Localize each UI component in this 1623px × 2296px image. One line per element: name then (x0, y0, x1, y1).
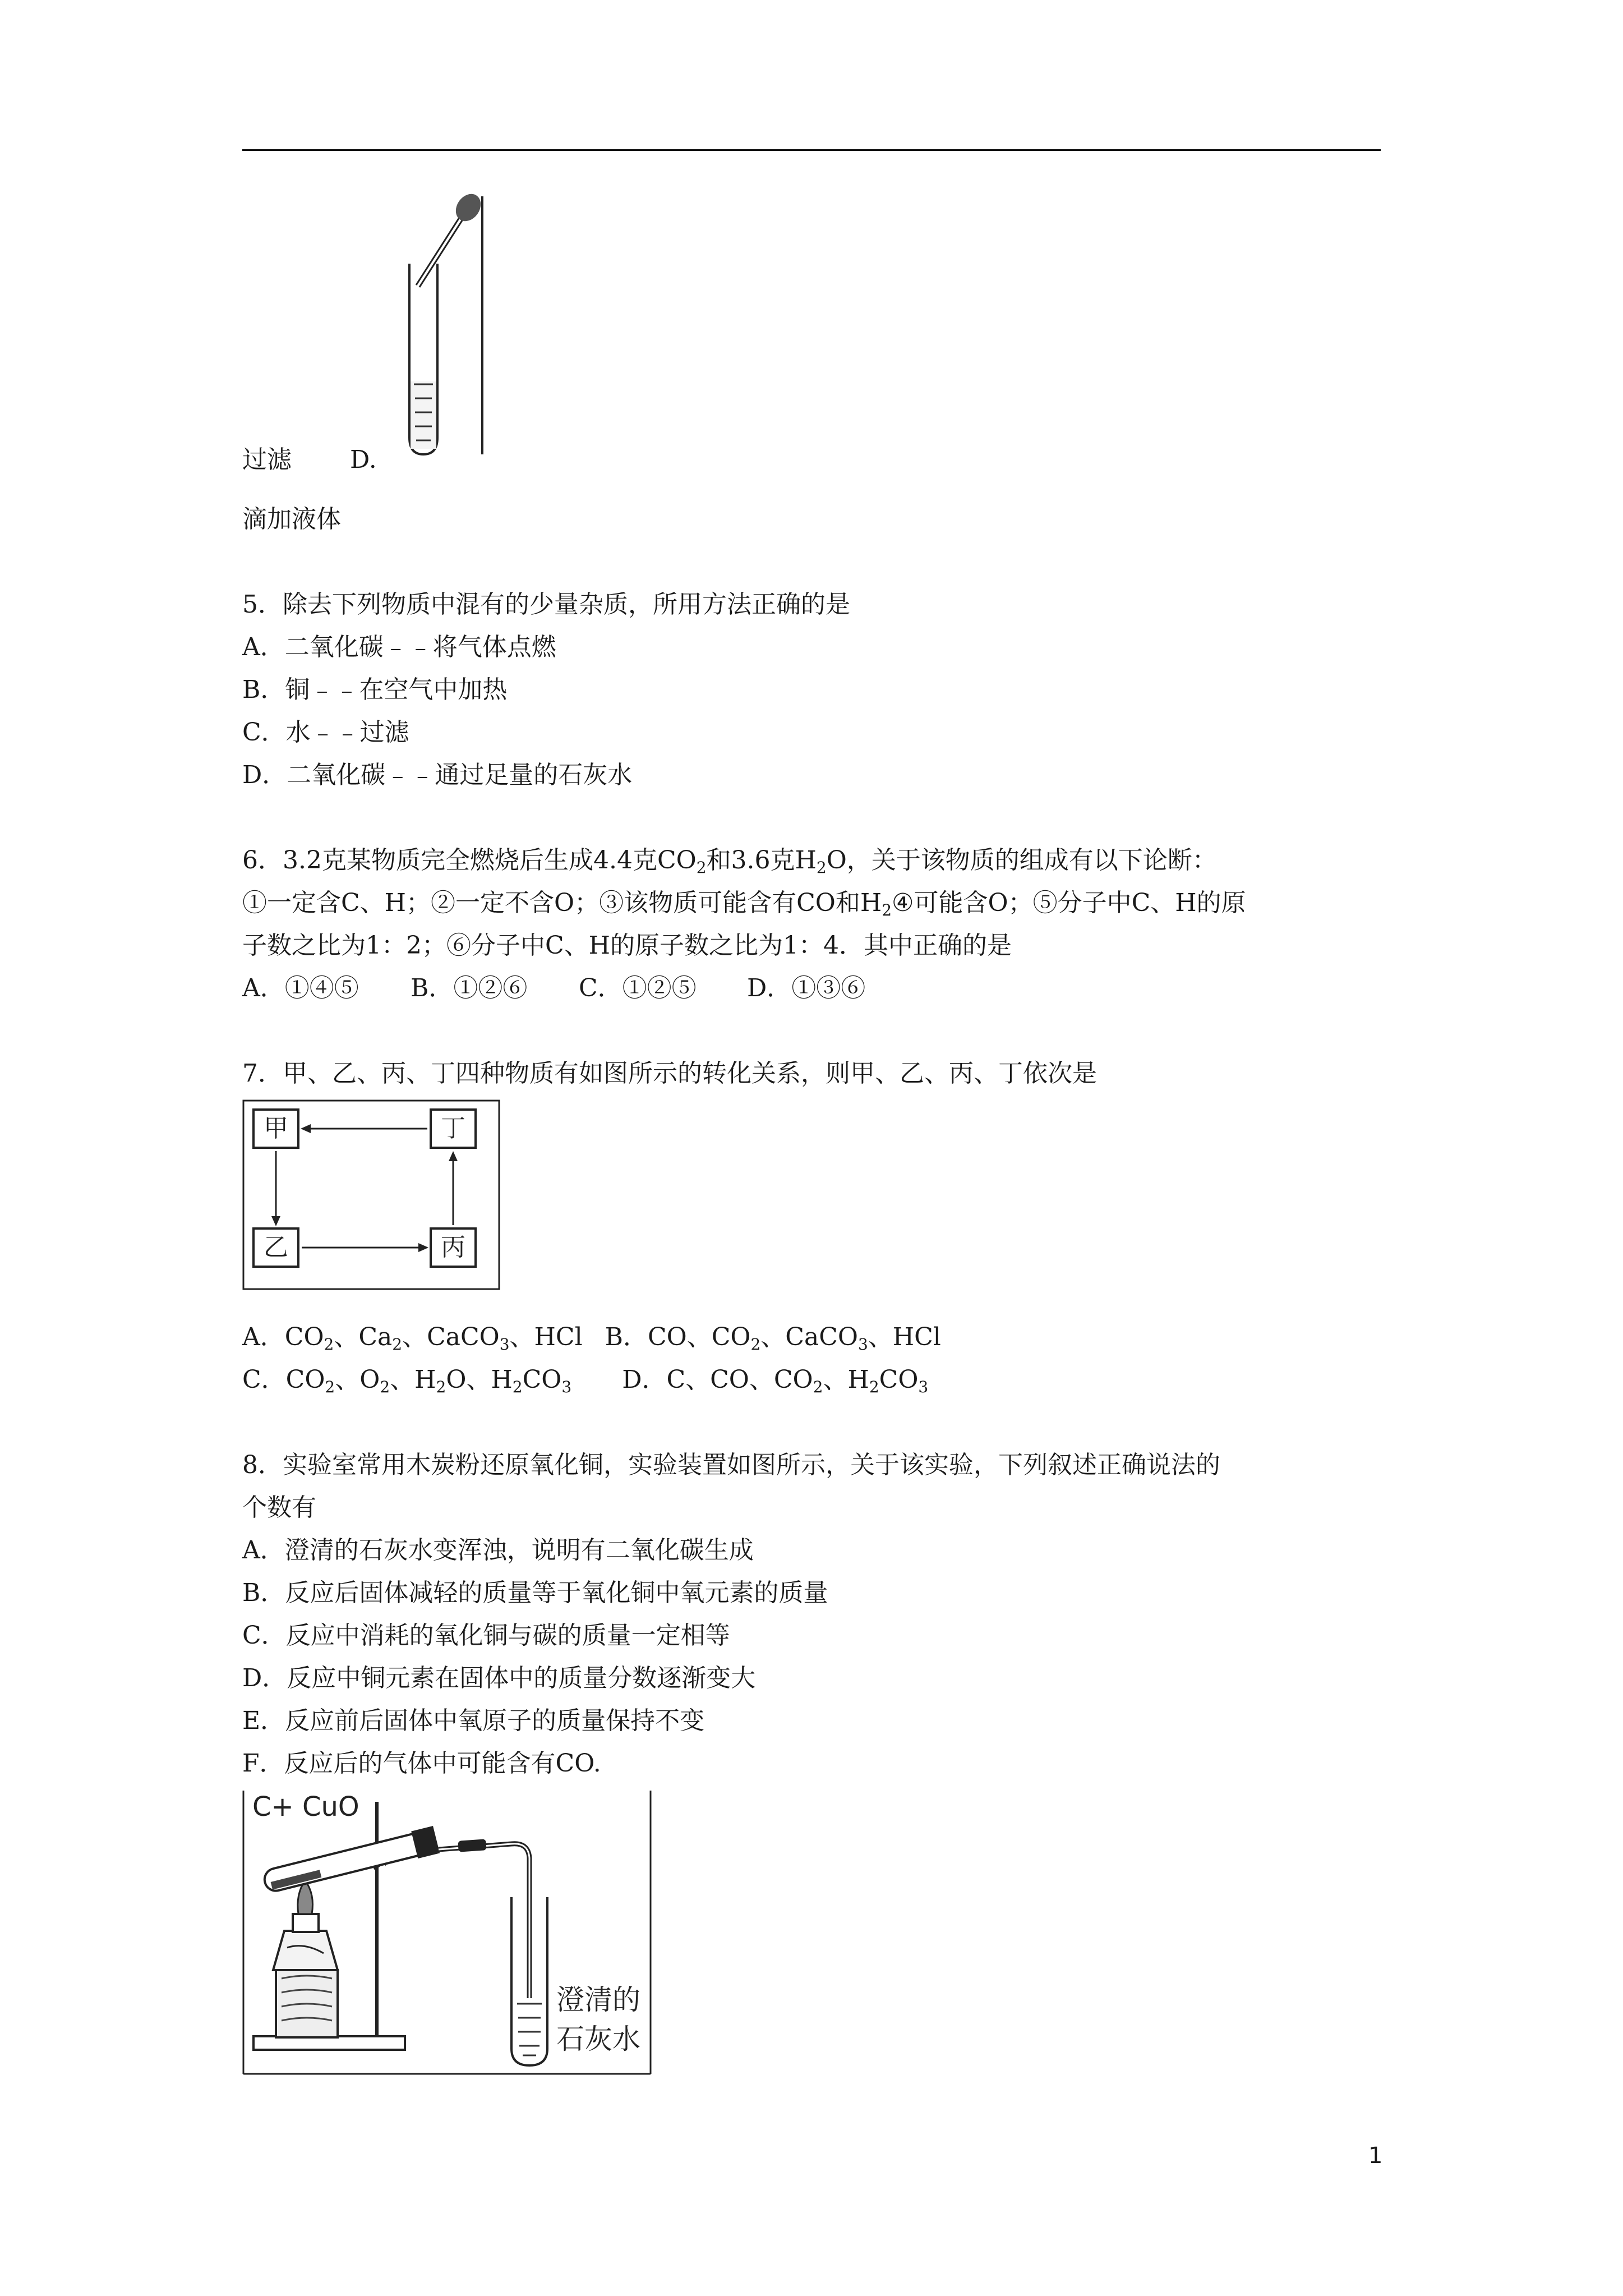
page-number: 1 (1368, 2143, 1383, 2169)
q5-stem: 5．除去下列物质中混有的少量杂质，所用方法正确的是 (242, 590, 850, 619)
box-yi-label: 乙 (264, 1233, 288, 1262)
q8-option-b: B．反应后固体减轻的质量等于氧化铜中氧元素的质量 (242, 1579, 828, 1607)
q5-option-d: D．二氧化碳﹣﹣通过足量的石灰水 (242, 761, 633, 789)
q6-options (242, 967, 865, 1010)
q7-options-row2 (242, 1359, 928, 1401)
box-ding-label: 丁 (441, 1114, 465, 1143)
limewater-label-line2: 石灰水 (556, 2023, 640, 2055)
q5-option-c: C．水﹣﹣过滤 (242, 718, 409, 747)
reactant-label: C+ CuO (252, 1791, 359, 1823)
q7-options-row1 (242, 1316, 941, 1359)
box-jia-label: 甲 (264, 1114, 288, 1143)
q8-option-a: A．澄清的石灰水变浑浊，说明有二氧化碳生成 (242, 1536, 754, 1565)
q6-stem-line2: ①一定含C、H；②一定不含O；③该物质可能含有CO和$H_2④$可能含O；⑤分子中C、H的原 (242, 889, 1246, 919)
q7-option-c: C．$CO_2$、$O_2$、$H_2O$、$H_2CO_3$ (242, 1365, 572, 1396)
carbon-reduction-apparatus-figure (242, 1785, 657, 2077)
q8-option-d: D．反应中铜元素在固体中的质量分数逐渐变大 (242, 1664, 756, 1692)
limewater-label-line1: 澄清的 (556, 1984, 640, 2016)
option-c-caption: 过滤 (242, 445, 292, 474)
header-rule (242, 149, 1381, 151)
q8-option-e: E．反应前后固体中氧原子的质量保持不变 (242, 1706, 705, 1735)
q8-option-c: C．反应中消耗的氧化铜与碳的质量一定相等 (242, 1621, 730, 1650)
q7-stem: 7．甲、乙、丙、丁四种物质有如图所示的转化关系，则甲、乙、丙、丁依次是 (242, 1059, 1097, 1088)
q6-option-b: B．①②⑥ (411, 974, 528, 1002)
q7-option-a: A．$CO_2$、$Ca_2$、CaCO$_3$、HCl (242, 1323, 583, 1354)
box-bing-label: 丙 (441, 1233, 465, 1262)
q7-conversion-diagram (242, 1099, 500, 1290)
q8-stem-line2: 个数有 (242, 1493, 316, 1522)
q7-option-b: B．CO、$CO_2$、CaCO$_3$、HCl (605, 1323, 941, 1354)
q7-option-d: D．C、CO、$CO_2$、$H_2CO_3$ (622, 1365, 929, 1396)
option-d-label: D. (350, 445, 377, 474)
q6-stem-line1: 6．3.2克某物质完全燃烧后生成4.4克$CO_2$和3.6克$H_2O$，关于该物质的组成有以下论断： (242, 846, 1217, 877)
q6-option-a: A．①④⑤ (242, 974, 359, 1002)
q8-stem-line1: 8．实验室常用木炭粉还原氧化铜，实验装置如图所示，关于该实验，下列叙述正确说法的 (242, 1451, 1220, 1479)
q6-stem-line3: 子数之比为1：2；⑥分子中C、H的原子数之比为1：4．其中正确的是 (242, 931, 1012, 960)
q6-option-d: D．①③⑥ (747, 974, 866, 1002)
q6-option-c: C．①②⑤ (579, 974, 697, 1002)
q5-option-b: B．铜﹣﹣在空气中加热 (242, 675, 508, 704)
dropper-test-tube-figure (393, 191, 494, 460)
option-d-caption: 滴加液体 (242, 505, 341, 533)
q8-option-f: F．反应后的气体中可能含有CO. (242, 1749, 601, 1778)
q5-option-a: A．二氧化碳﹣﹣将气体点燃 (242, 633, 556, 661)
